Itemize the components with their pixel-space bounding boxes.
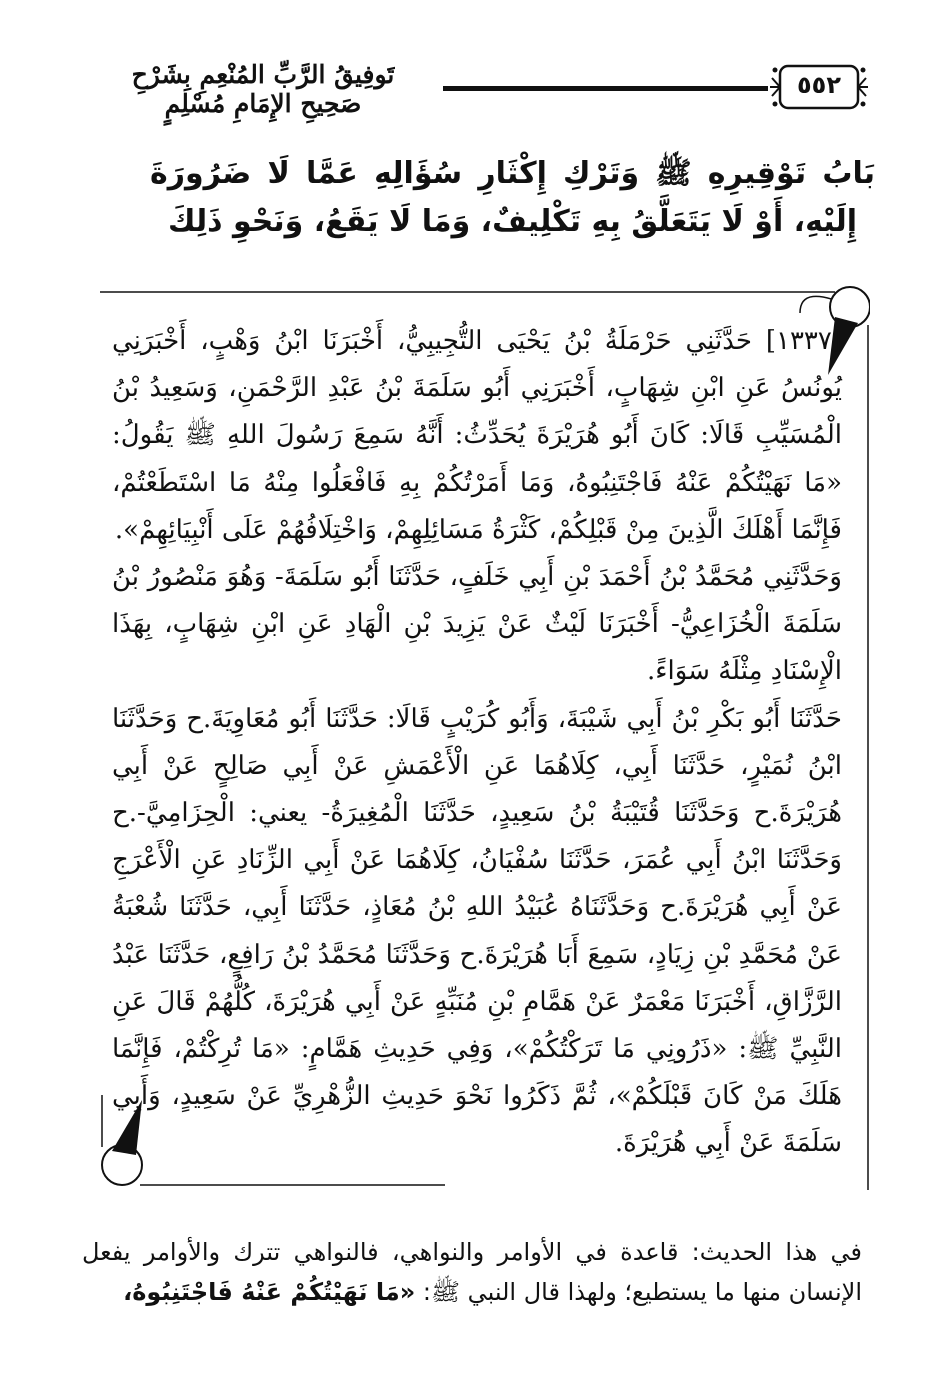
commentary-text: في هذا الحديث: قاعدة في الأوامر والنواهي، فالنواهي تترك والأوامر يفعل الإنسان منها ما يستطيع؛ ولهذا قال النبي ﷺ: <box>82 1238 862 1306</box>
page-header <box>98 52 868 122</box>
header-rule <box>443 86 768 91</box>
page-number: ٥٥٢ <box>797 71 841 99</box>
running-title: تَوفِيقُ الرَّبِّ المُنْعِمِ بِشَرْحِ صَحِيحِ الإِمَامِ مُسْلِمٍ <box>131 60 395 118</box>
commentary-paragraph <box>82 1232 862 1312</box>
chapter-title: بَابُ تَوْقِيرِهِ ﷺ وَتَرْكِ إِكْثَارِ سُؤَالِهِ عَمَّا لَا ضَرُورَةَ إِلَيْهِ، أَوْ لَا يَتَعَلَّقُ بِهِ تَكْلِيفٌ، وَمَا لَا يَقَعُ، وَنَحْوِ ذَلِكَ <box>150 156 875 239</box>
commentary-quote: «مَا نَهَيْتُكُمْ عَنْهُ فَاجْتَنِبُوهُ، <box>123 1278 416 1306</box>
commentary <box>82 1232 862 1312</box>
hadith-body <box>112 318 842 1168</box>
hadith-paragraph: [١٣٣٧] حَدَّثَنِي حَرْمَلَةُ بْنُ يَحْيَى التُّجِيبِيُّ، أَخْبَرَنَا ابْنُ وَهْبٍ، أَخْبَرَنِي يُونُسُ عَنِ ابْنِ شِهَابٍ، أَخْبَرَنِي أَبُو سَلَمَةَ بْنُ عَبْدِ الرَّحْمَنِ، وَسَعِيدُ بْنُ الْمُسَيِّبِ قَالَا: كَانَ أَبُو هُرَيْرَةَ يُحَدِّثُ: أَنَّهُ سَمِعَ رَسُولَ اللهِ ﷺ يَقُولُ: «مَا نَهَيْتُكُمْ عَنْهُ فَاجْتَنِبُوهُ، وَمَا أَمَرْتُكُمْ بِهِ فَافْعَلُوا مِنْهُ مَا اسْتَطَعْتُمْ، فَإِنَّمَا أَهْلَكَ الَّذِينَ مِنْ قَبْلِكُمْ، كَثْرَةُ مَسَائِلِهِمْ، وَاخْتِلَافُهُمْ عَلَى أَنْبِيَائِهِمْ». <box>112 326 842 545</box>
hadith-paragraph: وَحَدَّثَنِي مُحَمَّدُ بْنُ أَحْمَدَ بْنِ أَبِي خَلَفٍ، حَدَّثَنَا أَبُو سَلَمَةَ- وَهُوَ مَنْصُورُ بْنُ سَلَمَةَ الْخُزَاعِيُّ- أَخْبَرَنَا لَيْثٌ عَنْ يَزِيدَ بْنِ الْهَادِ عَنِ ابْنِ شِهَابٍ، بِهَذَا الْإِسْنَادِ مِثْلَهُ سَوَاءً. <box>112 562 842 687</box>
hadith-paragraph: حَدَّثَنَا أَبُو بَكْرِ بْنُ أَبِي شَيْبَةَ، وَأَبُو كُرَيْبٍ قَالَا: حَدَّثَنَا أَبُو مُعَاوِيَةَ.ح وَحَدَّثَنَا ابْنُ نُمَيْرٍ، حَدَّثَنَا أَبِي، كِلَاهُمَا عَنِ الْأَعْمَشِ عَنْ أَبِي صَالِحٍ عَنْ أَبِي هُرَيْرَةَ.ح وَحَدَّثَنَا قُتَيْبَةُ بْنُ سَعِيدٍ، حَدَّثَنَا الْمُغِيرَةُ- يعني: الْحِزَامِيَّ-.ح وَحَدَّثَنَا ابْنُ أَبِي عُمَرَ، حَدَّثَنَا سُفْيَانُ، كِلَاهُمَا عَنْ أَبِي الزِّنَادِ عَنِ الْأَعْرَجِ عَنْ أَبِي هُرَيْرَةَ.ح وَحَدَّثَنَاهُ عُبَيْدُ اللهِ بْنُ مُعَاذٍ، حَدَّثَنَا أَبِي، حَدَّثَنَا شُعْبَةُ عَنْ مُحَمَّدِ بْنِ زِيَادٍ، سَمِعَ أَبَا هُرَيْرَةَ.ح وَحَدَّثَنَا مُحَمَّدُ بْنُ رَافِعٍ، حَدَّثَنَا عَبْدُ الرَّزَّاقِ، أَخْبَرَنَا مَعْمَرٌ عَنْ هَمَّامِ بْنِ مُنَبِّهٍ عَنْ أَبِي هُرَيْرَةَ، كُلُّهُمْ قَالَ عَنِ النَّبِيِّ ﷺ: «ذَرُونِي مَا تَرَكْتُكُمْ»، وَفِي حَدِيثِ هَمَّامٍ: «مَا تُرِكْتُمْ، فَإِنَّمَا هَلَكَ مَنْ كَانَ قَبْلَكُمْ»، ثُمَّ ذَكَرُوا نَحْوَ حَدِيثِ الزُّهْرِيِّ عَنْ سَعِيدٍ، وَأَبِي سَلَمَةَ عَنْ أَبِي هُرَيْرَةَ. <box>112 703 842 1159</box>
page-number-badge <box>770 60 868 114</box>
